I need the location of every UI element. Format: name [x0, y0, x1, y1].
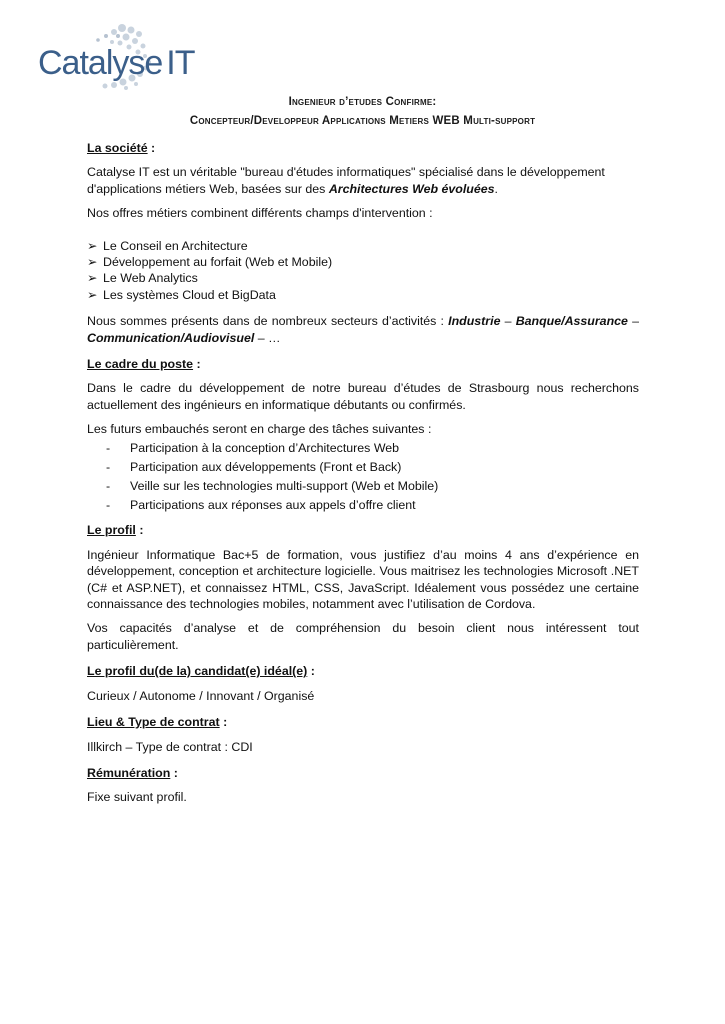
list-item: - Participations aux réponses aux appels d’offre client — [106, 498, 416, 513]
list-item: ➢ Les systèmes Cloud et BigData — [87, 287, 276, 302]
section-heading-profil: Le profil : — [87, 523, 144, 538]
section-heading-societe: La société : — [87, 141, 156, 155]
ideal-text: Curieux / Autonome / Innovant / Organisé — [87, 688, 315, 703]
page-title: Ingenieur d’etudes Confirme: — [288, 96, 437, 108]
section-heading-ideal: Le profil du(de la) candidat(e) idéal(e) : — [87, 664, 315, 679]
list-item: ➢ Le Conseil en Architecture — [87, 238, 248, 253]
sectors-paragraph: Nous sommes présents dans de nombreux secteurs d’activités : Industrie – Banque/Assurance – Communication/Audiovisuel – … — [87, 314, 639, 345]
tasks-list — [87, 440, 639, 517]
list-item: ➢ Le Web Analytics — [87, 271, 198, 286]
section-heading-remuneration: Rémunération : — [87, 765, 178, 780]
cadre-paragraph-1: Dans le cadre du développement de notre bureau d’études de Strasbourg nous recherchons actuellement des ingénieurs en informatique débutants ou confirmés. — [87, 381, 639, 412]
catalyse-it-logo — [34, 22, 195, 94]
list-item: - Participation à la conception d’Architectures Web — [106, 440, 400, 455]
list-item: ➢ Développement au forfait (Web et Mobile) — [87, 255, 333, 270]
offers-list — [87, 238, 639, 304]
section-heading-lieu: Lieu & Type de contrat : — [87, 715, 228, 730]
logo-wordmark — [38, 44, 195, 83]
list-item: - Veille sur les technologies multi-support (Web et Mobile) — [106, 479, 439, 494]
section-heading-cadre: Le cadre du poste : — [87, 357, 201, 372]
lieu-text: Illkirch – Type de contrat : CDI — [87, 739, 253, 754]
profil-paragraph-2: Vos capacités d’analyse et de compréhension du besoin client nous intéressent tout particulièrement. — [87, 621, 639, 652]
logo-suffix: IT — [166, 44, 195, 82]
societe-paragraph-1: Catalyse IT est un véritable "bureau d'études informatiques" spécialisé dans le développement d'applications métiers Web, basées sur des Architectures Web évoluées. — [87, 165, 605, 196]
document-body — [87, 140, 639, 806]
profil-paragraph-1: Ingénieur Informatique Bac+5 de formation, vous justifiez d’au moins 4 ans d’expérience en développement, conception et architecture logicielle. Vous maitrisez les technologies Microsoft .NET (C# et ASP.NET), et connaissez HTML, CSS, JavaScript. Idéalement vous possédez une certaine connaissance des technologies mobiles, notamment avec l’utilisation de Cordova. — [87, 547, 639, 612]
logo-name: Catalyse — [38, 44, 163, 82]
remuneration-text: Fixe suivant profil. — [87, 790, 187, 805]
page-subtitle: Concepteur/Developpeur Applications Metiers WEB Multi-support — [189, 115, 536, 127]
cadre-paragraph-2: Les futurs embauchés seront en charge des tâches suivantes : — [87, 422, 432, 437]
list-item: - Participation aux développements (Front et Back) — [106, 459, 402, 474]
societe-paragraph-2: Nos offres métiers combinent différents champs d'intervention : — [87, 206, 433, 221]
